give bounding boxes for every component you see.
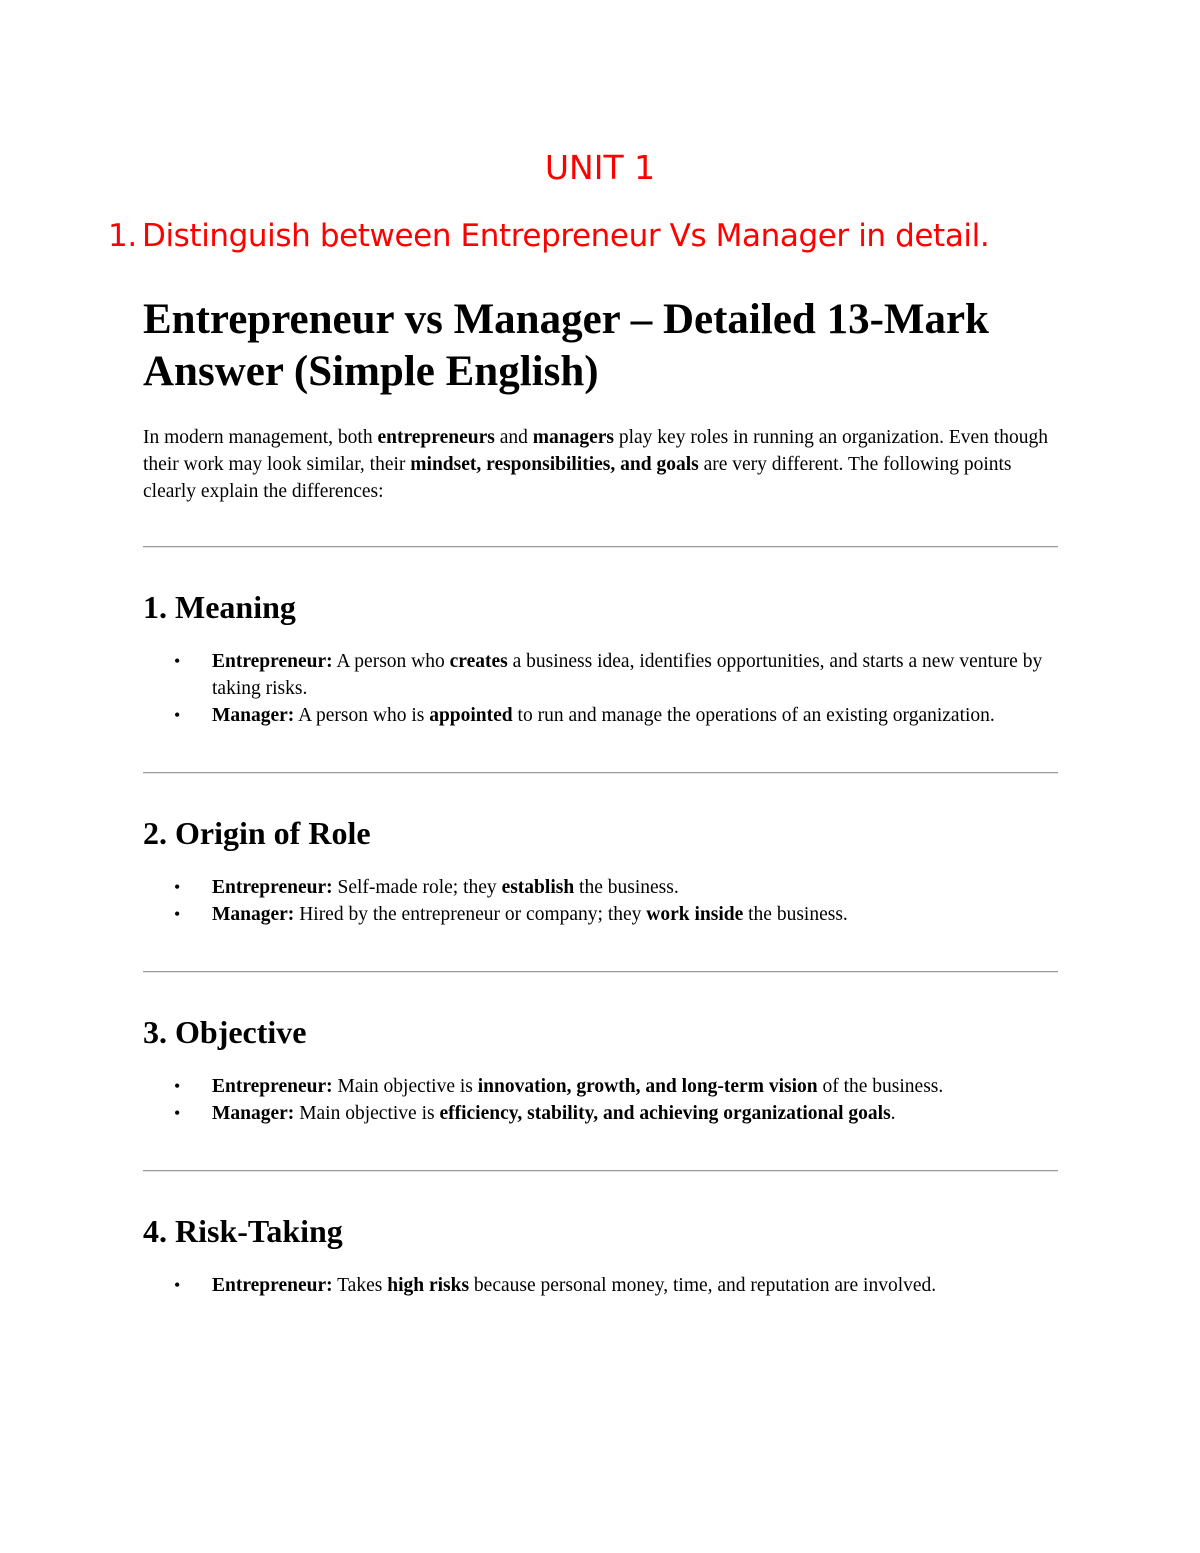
list-item — [174, 901, 1058, 928]
intro-text: are very different. The following points clearly explain the differences: — [143, 454, 1012, 502]
point-text: Main objective is — [332, 1076, 478, 1097]
list-item — [174, 702, 1058, 729]
point-text: A person who is — [294, 705, 430, 726]
bullet: • — [174, 1275, 181, 1295]
point-label: Manager: — [212, 1103, 295, 1124]
point-bold: efficiency, stability, and achieving organizational goals — [439, 1103, 891, 1124]
point-text: Self-made role; they — [332, 877, 502, 898]
point-text: of the business. — [817, 1076, 944, 1097]
intro-paragraph — [143, 424, 1058, 505]
section-list-origin — [143, 874, 1058, 928]
bullet: • — [174, 651, 181, 671]
point-bold: creates — [449, 651, 508, 672]
bullet: • — [174, 705, 181, 725]
point-text: a business idea, identifies opportunities, and starts a new venture by taking risks. — [212, 651, 1043, 699]
section-divider — [143, 1170, 1058, 1172]
bullet: • — [174, 1103, 181, 1123]
list-item — [174, 1073, 1058, 1100]
unit-heading: UNIT 1 — [544, 148, 656, 187]
point-label: Entrepreneur: — [212, 651, 333, 672]
point-label: Entrepreneur: — [212, 877, 333, 898]
intro-text: and — [494, 427, 533, 448]
intro-bold: entrepreneurs — [377, 427, 495, 448]
answer-content — [143, 294, 1058, 1299]
intro-text: play key roles in running an organization. Even though their work may look similar, their — [143, 427, 1048, 475]
point-bold: innovation, growth, and long-term vision — [477, 1076, 818, 1097]
question-text: Distinguish between Entrepreneur Vs Manager in detail. — [142, 218, 990, 254]
point-bold: establish — [501, 877, 575, 898]
bullet: • — [174, 1076, 181, 1096]
intro-bold: mindset, responsibilities, and goals — [410, 454, 699, 475]
point-text: to run and manage the operations of an existing organization. — [512, 705, 995, 726]
section-heading-origin: 2. Origin of Role — [143, 815, 371, 851]
point-label: Manager: — [212, 904, 295, 925]
point-text: because personal money, time, and reputation are involved. — [469, 1275, 937, 1296]
section-list-objective — [143, 1073, 1058, 1127]
section-heading-objective: 3. Objective — [143, 1014, 307, 1050]
section-heading-meaning: 1. Meaning — [143, 589, 296, 625]
section-list-meaning — [143, 648, 1058, 729]
answer-title: Entrepreneur vs Manager – Detailed 13-Mark Answer (Simple English) — [143, 296, 989, 395]
intro-text: In modern management, both — [143, 427, 378, 448]
bullet: • — [174, 904, 181, 924]
point-label: Manager: — [212, 705, 295, 726]
section-divider — [143, 546, 1058, 548]
point-text: . — [890, 1103, 896, 1124]
point-text: Takes — [332, 1275, 388, 1296]
point-text: A person who — [332, 651, 450, 672]
point-text: the business. — [743, 904, 848, 925]
list-item — [174, 1272, 1058, 1299]
section-list-risk — [143, 1272, 1058, 1299]
section-heading-risk: 4. Risk-Taking — [143, 1213, 343, 1249]
point-bold: high risks — [387, 1275, 470, 1296]
point-bold: work inside — [646, 904, 744, 925]
point-label: Entrepreneur: — [212, 1275, 333, 1296]
list-item — [174, 874, 1058, 901]
bullet: • — [174, 877, 181, 897]
section-divider — [143, 772, 1058, 774]
section-divider — [143, 971, 1058, 973]
point-text: Hired by the entrepreneur or company; they — [294, 904, 647, 925]
list-item — [174, 648, 1058, 702]
point-label: Entrepreneur: — [212, 1076, 333, 1097]
question-heading — [108, 212, 1108, 260]
point-text: Main objective is — [294, 1103, 440, 1124]
point-text: the business. — [574, 877, 679, 898]
question-number: 1. — [108, 218, 137, 254]
intro-bold: managers — [532, 427, 614, 448]
point-bold: appointed — [429, 705, 513, 726]
list-item — [174, 1100, 1058, 1127]
